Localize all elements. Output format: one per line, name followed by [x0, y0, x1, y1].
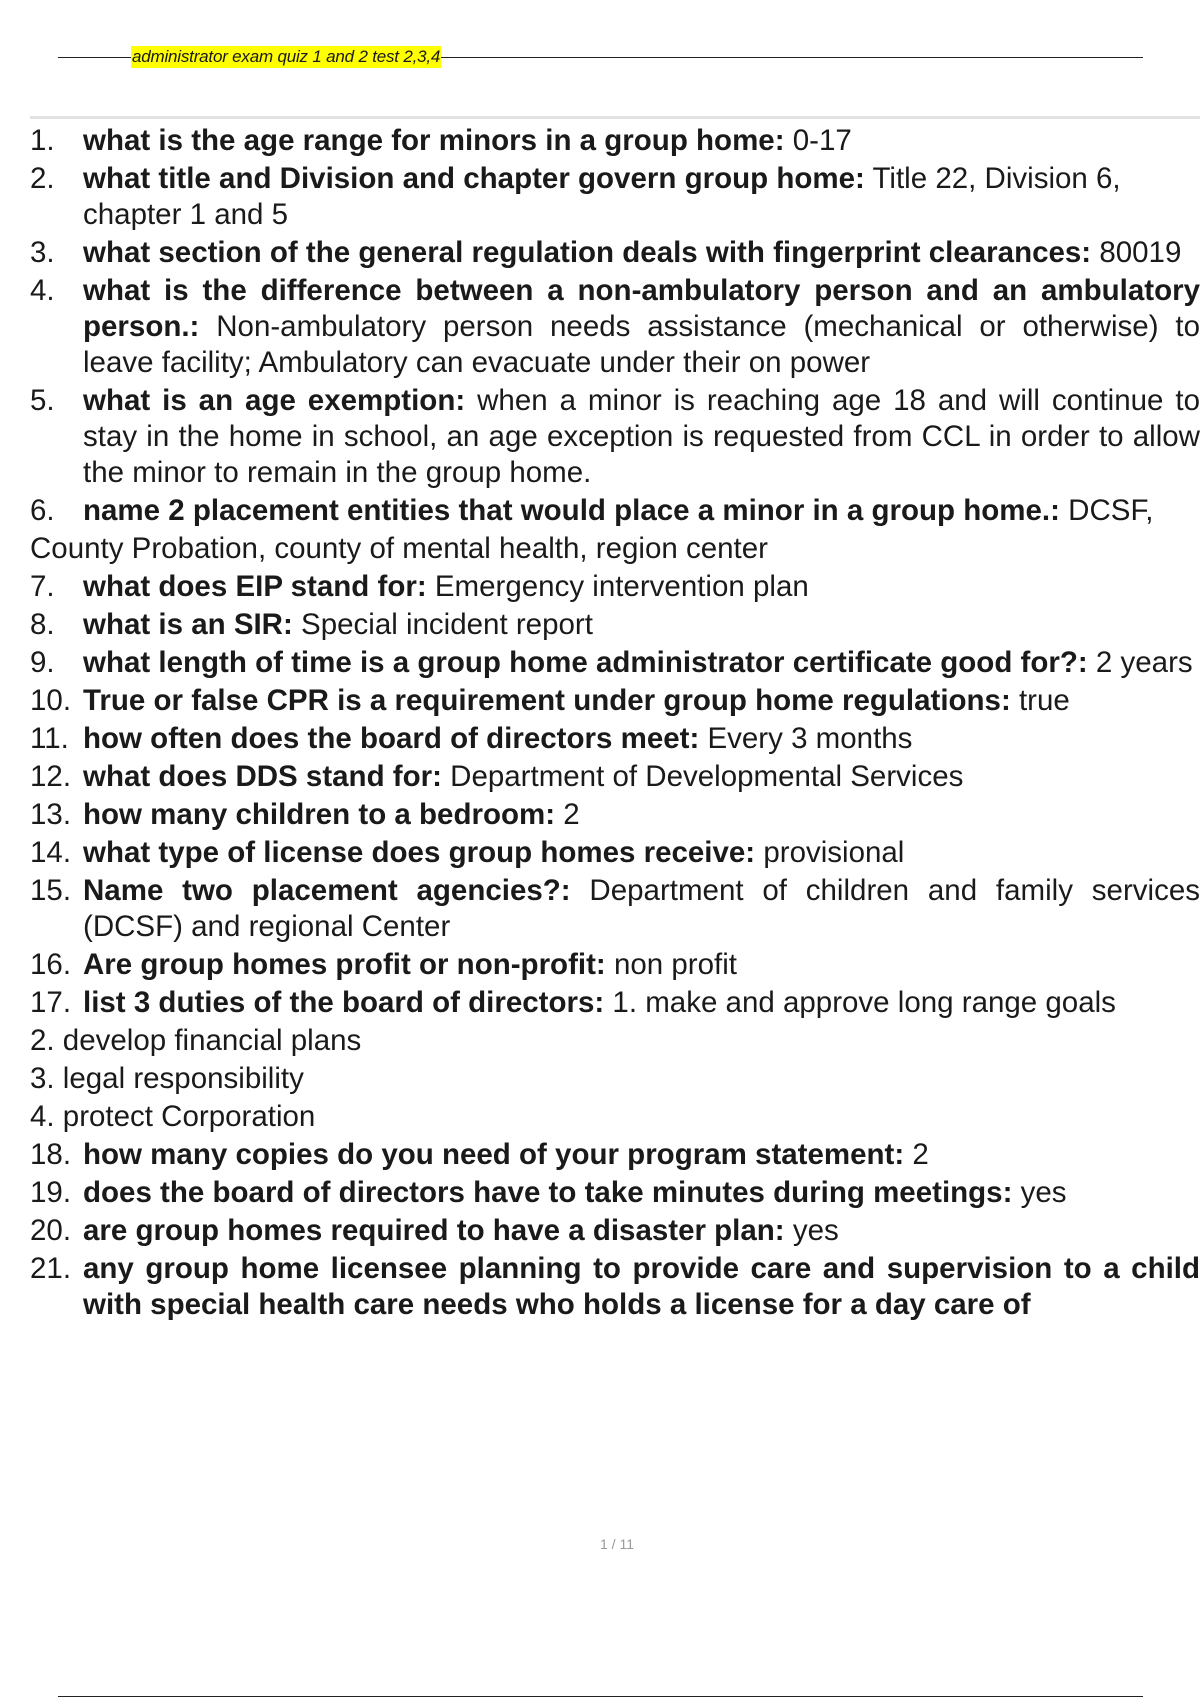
- item-number: 18.: [30, 1138, 72, 1171]
- answer-text: Department of children and family services (DCSF) and regional Center: [83, 874, 1200, 943]
- item-number: 13.: [30, 798, 72, 831]
- question-text: how many copies do you need of your program statement:: [83, 1138, 905, 1171]
- item-number: 19.: [30, 1176, 72, 1209]
- qa-item: [30, 1137, 1200, 1173]
- item-number: 5.: [30, 384, 55, 417]
- item-number: 21.: [30, 1252, 72, 1285]
- qa-item: [30, 235, 1200, 271]
- question-text: any group home licensee planning to provide care and supervision to a child with special health care needs who holds a license for a day care of: [83, 1252, 1200, 1321]
- qa-item: [30, 607, 1200, 643]
- question-text: what does DDS stand for:: [83, 760, 442, 793]
- item-number: 8.: [30, 608, 55, 641]
- qa-item: [30, 161, 1200, 233]
- header-separator: [30, 116, 1200, 119]
- qa-item: [30, 683, 1200, 719]
- answer-text: Department of Developmental Services: [441, 760, 964, 793]
- continuation-line: County Probation, county of mental health, region center: [30, 532, 768, 565]
- question-text: what is an SIR:: [83, 608, 293, 641]
- item-number: 4.: [30, 274, 55, 307]
- item-number: 2.: [30, 162, 55, 195]
- item-number: 1.: [30, 124, 55, 157]
- question-text: does the board of directors have to take minutes during meetings:: [83, 1176, 1013, 1209]
- qa-item: [30, 985, 1200, 1021]
- question-text: Are group homes profit or non-profit:: [83, 948, 606, 981]
- question-text: what is an age exemption:: [83, 384, 466, 417]
- continuation-line: 4. protect Corporation: [30, 1100, 316, 1133]
- answer-text: yes: [784, 1214, 839, 1247]
- qa-item: [30, 1213, 1200, 1249]
- answer-text: non profit: [605, 948, 737, 981]
- answer-text: Non-ambulatory person needs assistance (mechanical or otherwise) to leave facility; Ambulatory can evacuate under their on power: [83, 310, 1200, 379]
- document-title: administrator exam quiz 1 and 2 test 2,3,4: [132, 47, 441, 66]
- item-number: 11.: [30, 722, 69, 755]
- item-number: 9.: [30, 646, 55, 679]
- qa-item: [30, 759, 1200, 795]
- page-number: 1 / 11: [600, 1536, 634, 1552]
- item-number: 20.: [30, 1214, 72, 1247]
- item-number: 3.: [30, 236, 55, 269]
- continuation-line: 2. develop financial plans: [30, 1024, 362, 1057]
- item-number: 14.: [30, 836, 72, 869]
- qa-list: [30, 123, 1200, 1503]
- answer-text: 80019: [1091, 236, 1182, 269]
- qa-item: [30, 123, 1200, 159]
- answer-text: 2: [555, 798, 580, 831]
- item-number: 7.: [30, 570, 55, 603]
- question-text: how many children to a bedroom:: [83, 798, 556, 831]
- answer-text: true: [1010, 684, 1070, 717]
- continuation-line: 3. legal responsibility: [30, 1062, 304, 1095]
- answer-text: 2: [904, 1138, 929, 1171]
- item-number: 10.: [30, 684, 72, 717]
- answer-text: Emergency intervention plan: [426, 570, 809, 603]
- answer-text: Special incident report: [292, 608, 593, 641]
- qa-item: [30, 947, 1200, 983]
- item-number: 17.: [30, 986, 72, 1019]
- answer-text: 0-17: [784, 124, 852, 157]
- qa-item: [30, 383, 1200, 491]
- question-text: True or false CPR is a requirement under group home regulations:: [83, 684, 1011, 717]
- answer-text: when a minor is reaching age 18 and will continue to stay in the home in school, an age exception is requested from CCL in order to allow the minor to remain in the group home.: [83, 384, 1200, 489]
- question-text: what type of license does group homes receive:: [83, 836, 756, 869]
- qa-item: [30, 721, 1200, 757]
- item-number: 16.: [30, 948, 72, 981]
- question-text: what section of the general regulation deals with fingerprint clearances:: [83, 236, 1092, 269]
- qa-item: [30, 835, 1200, 871]
- qa-item: [30, 1251, 1200, 1323]
- answer-text: Every 3 months: [699, 722, 913, 755]
- question-text: how often does the board of directors meet:: [83, 722, 700, 755]
- qa-item: [30, 569, 1200, 605]
- answer-text: yes: [1012, 1176, 1067, 1209]
- page-header: [58, 46, 1143, 70]
- question-text: Name two placement agencies?:: [83, 874, 571, 907]
- qa-item: [30, 797, 1200, 833]
- item-number: 15.: [30, 874, 72, 907]
- item-number: 6.: [30, 494, 55, 527]
- item-number: 12.: [30, 760, 72, 793]
- qa-item: [30, 273, 1200, 381]
- footer-rule: [58, 1696, 1143, 1697]
- answer-text: 2 years: [1087, 646, 1193, 679]
- question-text: what is the difference between a non-ambulatory person and an ambulatory person.:: [83, 274, 1200, 343]
- answer-text: 1. make and approve long range goals: [604, 986, 1116, 1019]
- answer-text: provisional: [755, 836, 905, 869]
- question-text: list 3 duties of the board of directors:: [83, 986, 605, 1019]
- question-text: are group homes required to have a disaster plan:: [83, 1214, 785, 1247]
- qa-item: [30, 493, 1200, 529]
- question-text: what does EIP stand for:: [83, 570, 427, 603]
- answer-text: Title 22, Division 6, chapter 1 and 5: [83, 162, 1121, 231]
- question-text: what title and Division and chapter govern group home:: [83, 162, 865, 195]
- qa-item: [30, 873, 1200, 945]
- qa-item: [30, 645, 1200, 681]
- question-text: what is the age range for minors in a group home:: [83, 124, 785, 157]
- question-text: name 2 placement entities that would place a minor in a group home.:: [83, 494, 1060, 527]
- question-text: what length of time is a group home administrator certificate good for?:: [83, 646, 1088, 679]
- answer-text: DCSF,: [1059, 494, 1154, 527]
- qa-item: [30, 1175, 1200, 1211]
